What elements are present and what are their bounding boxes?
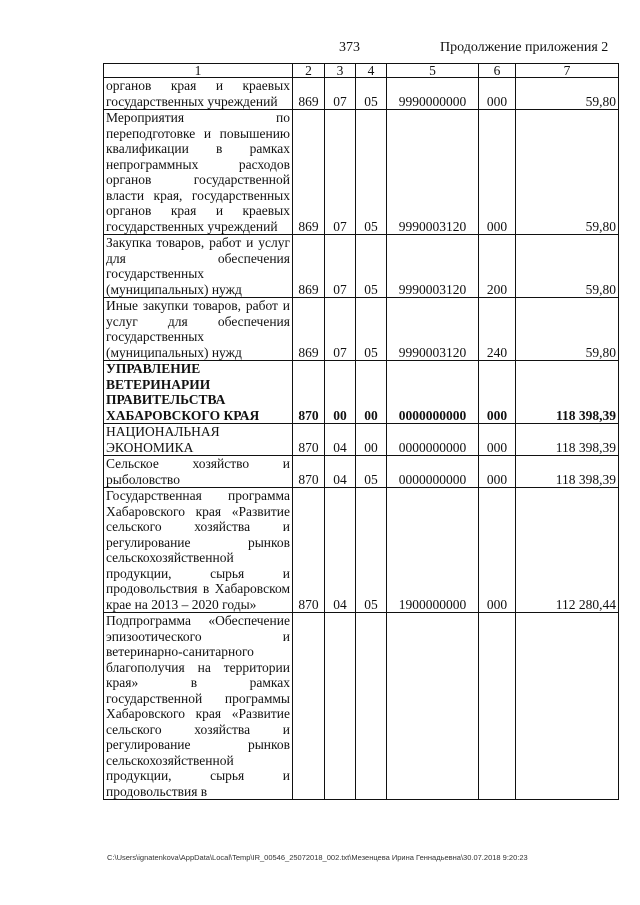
- admin-code: 870: [293, 424, 325, 456]
- amount: 112 280,44: [516, 488, 619, 613]
- expense-type-code: 000: [479, 110, 516, 235]
- section-code: 04: [325, 488, 356, 613]
- amount: 59,80: [516, 78, 619, 110]
- target-item-code: 9990003120: [387, 298, 479, 361]
- amount: 59,80: [516, 110, 619, 235]
- section-code: 07: [325, 235, 356, 298]
- subsection-code: 05: [356, 78, 387, 110]
- subsection-code: 05: [356, 298, 387, 361]
- subsection-code: 05: [356, 235, 387, 298]
- subsection-code: 00: [356, 361, 387, 424]
- section-code: 04: [325, 424, 356, 456]
- amount: 118 398,39: [516, 361, 619, 424]
- admin-code: [293, 613, 325, 800]
- admin-code: 869: [293, 298, 325, 361]
- row-name: Закупка товаров, работ и услуг для обеспечения государственных (муниципальных) нужд: [104, 235, 293, 298]
- expense-type-code: 000: [479, 424, 516, 456]
- expense-type-code: 240: [479, 298, 516, 361]
- target-item-code: 9990003120: [387, 110, 479, 235]
- target-item-code: 1900000000: [387, 488, 479, 613]
- target-item-code: 9990000000: [387, 78, 479, 110]
- admin-code: 870: [293, 456, 325, 488]
- target-item-code: 0000000000: [387, 424, 479, 456]
- column-header: 3: [325, 64, 356, 78]
- expense-type-code: 000: [479, 361, 516, 424]
- row-name: Подпрограмма «Обеспечение эпизоотического и ветеринарно-санитарного благополучия на территории края» в рамках государственной программы Хабаровского края «Развитие сельского хозяйства и регулирование рынков сельскохозяйственной продукции, сырья и продовольствия в: [104, 613, 293, 800]
- row-name: Мероприятия по переподготовке и повышению квалификации в рамках непрограммных расходов органов государственной власти края, государственных органов края и краевых государственных учреждений: [104, 110, 293, 235]
- column-header: 6: [479, 64, 516, 78]
- table-row: [104, 613, 619, 800]
- expense-type-code: 000: [479, 456, 516, 488]
- amount: [516, 613, 619, 800]
- section-code: 00: [325, 361, 356, 424]
- admin-code: 870: [293, 361, 325, 424]
- section-code: 07: [325, 78, 356, 110]
- table-row: [104, 361, 619, 424]
- subsection-code: 00: [356, 424, 387, 456]
- target-item-code: 0000000000: [387, 361, 479, 424]
- budget-table: [103, 63, 619, 800]
- section-code: [325, 613, 356, 800]
- subsection-code: 05: [356, 488, 387, 613]
- table-row: [104, 110, 619, 235]
- column-header: 7: [516, 64, 619, 78]
- row-name: Государственная программа Хабаровского края «Развитие сельского хозяйства и регулирование рынков сельскохозяйственной продукции, сырья и продовольствия в Хабаровском крае на 2013 – 2020 годы»: [104, 488, 293, 613]
- subsection-code: [356, 613, 387, 800]
- table-row: [104, 235, 619, 298]
- expense-type-code: 000: [479, 488, 516, 613]
- table-row: [104, 78, 619, 110]
- target-item-code: 9990003120: [387, 235, 479, 298]
- row-name: Иные закупки товаров, работ и услуг для обеспечения государственных (муниципальных) нужд: [104, 298, 293, 361]
- column-header: 2: [293, 64, 325, 78]
- column-header: 5: [387, 64, 479, 78]
- target-item-code: 0000000000: [387, 456, 479, 488]
- admin-code: 870: [293, 488, 325, 613]
- table-row: [104, 298, 619, 361]
- file-path-footer: C:\Users\ignatenkova\AppData\Local\Temp\IR_00546_25072018_002.txt\Мезенцева Ирина Геннадьевна\30.07.2018 9:20:23: [107, 853, 528, 862]
- section-code: 07: [325, 110, 356, 235]
- section-code: 07: [325, 298, 356, 361]
- expense-type-code: [479, 613, 516, 800]
- column-header: 1: [104, 64, 293, 78]
- amount: 59,80: [516, 235, 619, 298]
- row-name: органов края и краевых государственных учреждений: [104, 78, 293, 110]
- page-number: 373: [339, 40, 360, 55]
- column-header: 4: [356, 64, 387, 78]
- row-name: УПРАВЛЕНИЕ ВЕТЕРИНАРИИ ПРАВИТЕЛЬСТВА ХАБАРОВСКОГО КРАЯ: [104, 361, 293, 424]
- subsection-code: 05: [356, 456, 387, 488]
- table-row: [104, 488, 619, 613]
- amount: 118 398,39: [516, 424, 619, 456]
- section-code: 04: [325, 456, 356, 488]
- table-row: [104, 424, 619, 456]
- admin-code: 869: [293, 110, 325, 235]
- row-name: НАЦИОНАЛЬНАЯ ЭКОНОМИКА: [104, 424, 293, 456]
- amount: 59,80: [516, 298, 619, 361]
- subsection-code: 05: [356, 110, 387, 235]
- amount: 118 398,39: [516, 456, 619, 488]
- admin-code: 869: [293, 78, 325, 110]
- continuation-label: Продолжение приложения 2: [440, 40, 609, 55]
- expense-type-code: 200: [479, 235, 516, 298]
- table-header-row: [104, 64, 619, 78]
- expense-type-code: 000: [479, 78, 516, 110]
- admin-code: 869: [293, 235, 325, 298]
- table-row: [104, 456, 619, 488]
- target-item-code: [387, 613, 479, 800]
- row-name: Сельское хозяйство и рыболовство: [104, 456, 293, 488]
